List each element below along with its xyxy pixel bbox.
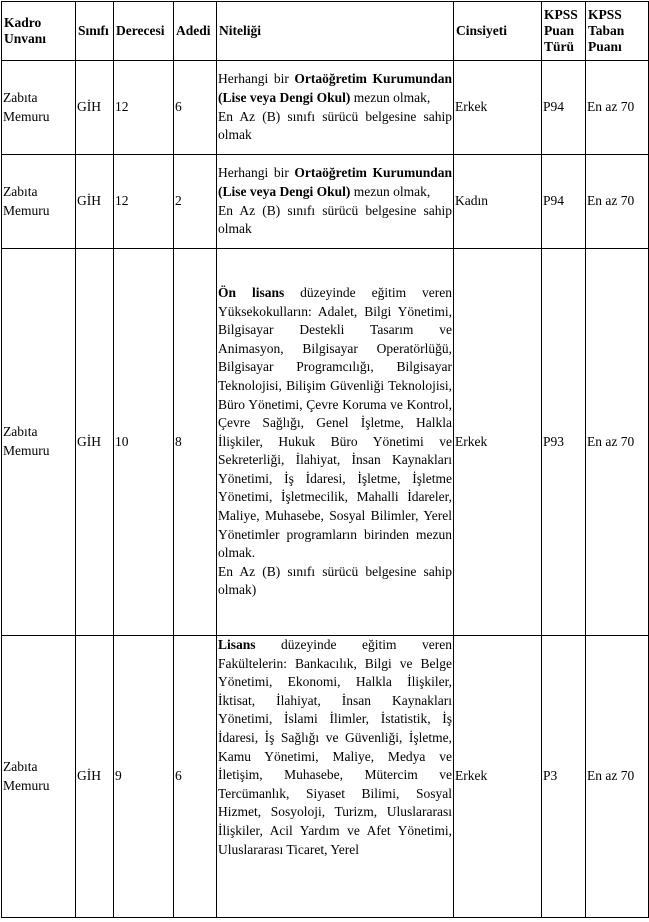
cell-unvan: Zabıta Memuru	[2, 636, 76, 918]
nitelik-bold: Ortaöğretim Kurumundan (Lise veya Dengi Okul)	[218, 71, 452, 105]
nitelik-post: düzeyinde eğitim veren Fakültelerin: Bankacılık, Bilgi ve Belge Yönetimi, Ekonomi, Halkla İlişkiler, İktisat, İlahiyat, İnsan Kaynakları Yönetimi, İslami İlimler, İstatistik, İş İdaresi, İş Sağlığı ve Güvenliği, İşletme, Kamu Yönetimi, Maliye, Medya ve İletişim, Muhasebe, Mütercim ve Tercümanlık, Siyaset Bilimi, Sosyal Hizmet, Sosyoloji, Turizm, Uluslararası İlişkiler, Acil Yardım ve Afet Yönetimi, Uluslararası Ticaret, Yerel	[218, 637, 452, 857]
nitelik-bold: Ortaöğretim Kurumundan (Lise veya Dengi Okul)	[218, 165, 452, 199]
cell-taban-puan: En az 70	[586, 155, 649, 249]
header-adedi: Adedi	[174, 2, 217, 61]
kadro-table	[1, 1, 649, 918]
header-kpss-puan-turu: KPSS Puan Türü	[542, 2, 586, 61]
table-row	[2, 636, 649, 918]
cell-unvan: Zabıta Memuru	[2, 155, 76, 249]
cell-derece: 9	[114, 636, 174, 918]
nitelik-pre: Herhangi bir	[218, 71, 295, 87]
cell-taban-puan: En az 70	[586, 636, 649, 918]
header-derecesi: Derecesi	[114, 2, 174, 61]
cell-nitelik	[217, 61, 454, 155]
cell-adet: 6	[174, 61, 217, 155]
header-kadro-unvani: Kadro Unvanı	[2, 2, 76, 61]
cell-cinsiyet: Erkek	[454, 61, 542, 155]
cell-nitelik	[217, 155, 454, 249]
cell-nitelik	[217, 636, 454, 918]
cell-cinsiyet: Erkek	[454, 636, 542, 918]
cell-adet: 6	[174, 636, 217, 918]
cell-adet: 2	[174, 155, 217, 249]
nitelik-extra: En Az (B) sınıfı sürücü belgesine sahip olmak	[218, 202, 452, 237]
nitelik-post: düzeyinde eğitim veren Yüksekokulların: Adalet, Bilgi Yönetimi, Bilgisayar Destekli Tasarım ve Animasyon, Bilgisayar Operatörlüğü, Bilgisayar Programcılığı, Bilgisayar Teknolojisi, Bilişim Güvenliği Teknolojisi, Büro Yönetimi, Çevre Koruma ve Kontrol, Çevre Sağlığı, Genel İşletme, Halkla İlişkiler, Hukuk Büro Yönetimi ve Sekreterliği, İlahiyat, İnsan Kaynakları Yönetimi, İş İdaresi, İşletme, İşletme Yönetimi, İşletmecilik, Mahalli İdareler, Maliye, Muhasebe, Sosyal Bilimler, Yerel Yönetimler programların birinden mezun olmak.	[218, 284, 452, 561]
header-row	[2, 2, 649, 61]
cell-cinsiyet: Erkek	[454, 249, 542, 636]
cell-nitelik	[217, 249, 454, 636]
cell-taban-puan: En az 70	[586, 249, 649, 636]
cell-puan-turu: P93	[542, 249, 586, 636]
nitelik-post: mezun olmak,	[350, 183, 431, 199]
nitelik-bold: Lisans	[218, 637, 256, 652]
cell-unvan: Zabıta Memuru	[2, 61, 76, 155]
nitelik-post: mezun olmak,	[350, 89, 431, 105]
cell-taban-puan: En az 70	[586, 61, 649, 155]
cell-puan-turu: P94	[542, 155, 586, 249]
table-row	[2, 249, 649, 636]
cell-puan-turu: P94	[542, 61, 586, 155]
cell-sinif: GİH	[76, 249, 114, 636]
nitelik-bold: Ön lisans	[218, 284, 285, 300]
nitelik-extra: En Az (B) sınıfı sürücü belgesine sahip olmak)	[218, 563, 452, 598]
cell-derece: 12	[114, 155, 174, 249]
cell-derece: 10	[114, 249, 174, 636]
cell-sinif: GİH	[76, 155, 114, 249]
table-row	[2, 155, 649, 249]
cell-cinsiyet: Kadın	[454, 155, 542, 249]
nitelik-pre: Herhangi bir	[218, 165, 295, 181]
cell-puan-turu: P3	[542, 636, 586, 918]
cell-derece: 12	[114, 61, 174, 155]
nitelik-extra: En Az (B) sınıfı sürücü belgesine sahip olmak	[218, 108, 452, 143]
table-row	[2, 61, 649, 155]
header-niteligi: Niteliği	[217, 2, 454, 61]
header-kpss-taban-puani: KPSS Taban Puanı	[586, 2, 649, 61]
cell-sinif: GİH	[76, 636, 114, 918]
cell-unvan: Zabıta Memuru	[2, 249, 76, 636]
cell-adet: 8	[174, 249, 217, 636]
cell-sinif: GİH	[76, 61, 114, 155]
header-sinifi: Sınıfı	[76, 2, 114, 61]
header-cinsiyeti: Cinsiyeti	[454, 2, 542, 61]
